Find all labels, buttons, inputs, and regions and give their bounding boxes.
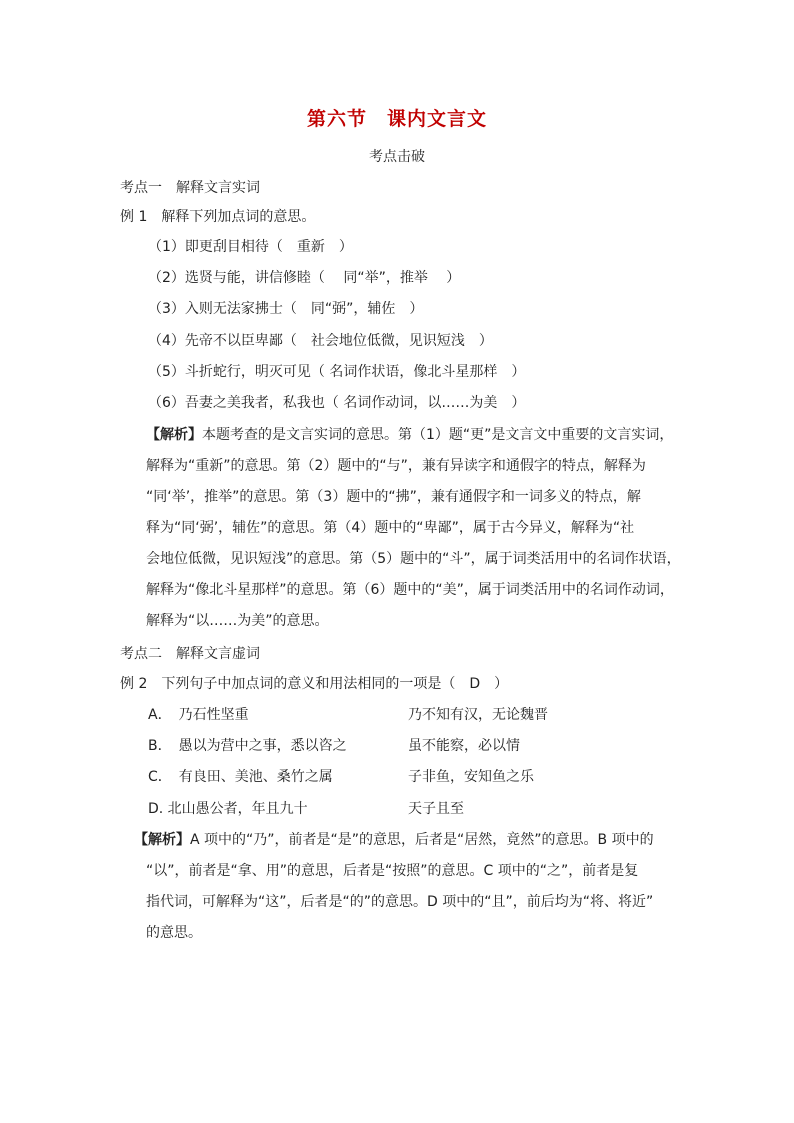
option-a-left: A． 乃石性坚重 xyxy=(148,707,249,723)
analysis2-line-4: 的意思。 xyxy=(146,925,202,941)
analysis1-line-3: “同‘举’，推举”的意思。第（3）题中的“拂”，兼有通假字和一词多义的特点，解 xyxy=(146,489,641,505)
analysis2-line-3: 指代词，可解释为“这”，后者是“的”的意思。D 项中的“且”，前后均为“将、将近” xyxy=(146,894,654,910)
page-title: 第六节 课内文言文 xyxy=(306,108,487,130)
analysis2-line-2: “以”，前者是“拿、用”的意思，后者是“按照”的意思。C 项中的“之”，前者是复 xyxy=(146,863,639,879)
example2-question: 例 2 下列句子中加点词的意义和用法相同的一项是（ D ） xyxy=(120,676,509,692)
analysis1-line-1: 【解析】本题考查的是文言实词的意思。第（1）题“更”是文言文中重要的文言实词， xyxy=(146,427,674,443)
option-a-right: 乃不知有汉，无论魏晋 xyxy=(408,707,548,723)
option-c-right: 子非鱼，安知鱼之乐 xyxy=(408,769,534,785)
option-d-right: 天子且至 xyxy=(408,801,464,817)
example1-item-1: （1）即更刮目相待（ 重新 ） xyxy=(148,239,353,255)
example1-item-2: （2）选贤与能，讲信修睦（ 同“举”，推举 ） xyxy=(148,270,461,286)
analysis2-label: 【解析】 xyxy=(134,832,190,848)
example1-item-3: （3）入则无法家拂士（ 同“弼”，辅佐 ） xyxy=(148,301,424,317)
example1-item-6: （6）吾妻之美我者，私我也（ 名词作动词，以……为美 ） xyxy=(148,395,526,411)
option-b-left: B． 愚以为营中之事，悉以咨之 xyxy=(148,738,347,754)
analysis1-line-7: 解释为“以……为美”的意思。 xyxy=(146,613,329,629)
example1-item-5: （5）斗折蛇行，明灭可见（ 名词作状语，像北斗星那样 ） xyxy=(148,364,526,380)
analysis1-line-2: 解释为“重新”的意思。第（2）题中的“与”，兼有异读字和通假字的特点，解释为 xyxy=(146,458,646,474)
analysis1-line-4: 释为“同‘弼’，辅佐”的意思。第（4）题中的“卑鄙”，属于古今异义，解释为“社 xyxy=(146,520,635,536)
section1-heading: 考点一 解释文言实词 xyxy=(120,180,260,196)
page-subtitle: 考点击破 xyxy=(369,149,425,165)
analysis1-label: 【解析】 xyxy=(146,427,202,443)
example1-item-4: （4）先帝不以臣卑鄙（ 社会地位低微，见识短浅 ） xyxy=(148,333,493,349)
section2-heading: 考点二 解释文言虚词 xyxy=(120,646,260,662)
analysis1-line-6: 解释为“像北斗星那样”的意思。第（6）题中的“美”，属于词类活用中的名词作动词， xyxy=(146,582,674,598)
analysis1-line-5: 会地位低微，见识短浅”的意思。第（5）题中的“斗”，属于词类活用中的名词作状语， xyxy=(146,551,681,567)
option-d-left: D. 北山愚公者，年且九十 xyxy=(148,801,308,817)
option-b-right: 虽不能察，必以情 xyxy=(408,738,520,754)
option-c-left: C． 有良田、美池、桑竹之属 xyxy=(148,769,333,785)
analysis2-line-1: 【解析】A 项中的“乃”，前者是“是”的意思，后者是“居然，竟然”的意思。B 项中的 xyxy=(134,832,654,848)
example1-question: 例 1 解释下列加点词的意思。 xyxy=(120,209,316,225)
